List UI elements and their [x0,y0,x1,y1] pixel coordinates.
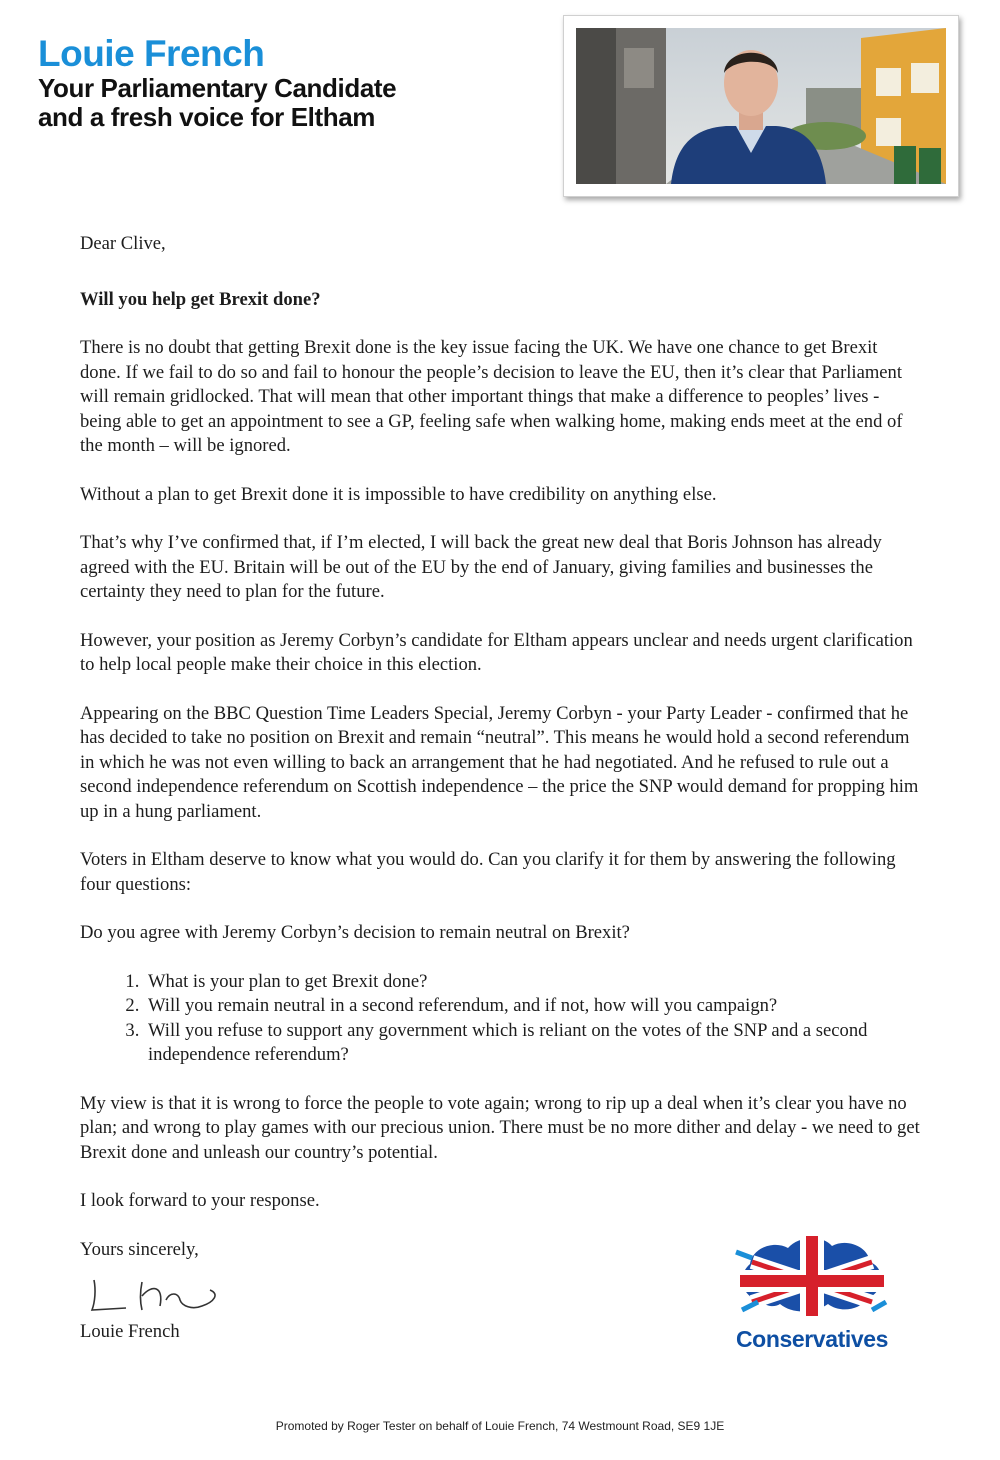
paragraph: Do you agree with Jeremy Corbyn’s decision to remain neutral on Brexit? [80,922,630,943]
letterhead [38,34,396,132]
list-item: 2. Will you remain neutral in a second referendum, and if not, how will you campaign? [144,994,920,1019]
paragraph: I look forward to your response. [80,1190,320,1211]
handwritten-signature-icon [82,1276,222,1321]
logo-text: Conservatives [735,1326,889,1352]
paragraph: Appearing on the BBC Question Time Leaders Special, Jeremy Corbyn - your Party Leader - confirmed that he has decided to take no position on Brexit and remain “neutral”. This means he would hold a second referendum in which he was not even willing to back an arrangement that he had negotiated. And he refused to rule out a second independence referendum on Scottish independence – the price the SNP would demand for propping him up in a hung parliament. [80,702,919,822]
sign-off: Yours sincerely, [80,1238,199,1260]
candidate-name: Louie French [38,33,265,74]
conservatives-logo [722,1232,902,1352]
list-item: 1. What is your plan to get Brexit done? [144,970,920,995]
tagline-line-2: and a fresh voice for Eltham [38,102,376,132]
signer-name: Louie French [80,1321,180,1342]
questions-list [80,970,920,1068]
candidate-portrait-photo-icon [576,28,946,184]
union-flag-tree-logo-icon [722,1232,902,1322]
list-item: 3. Will you refuse to support any government which is reliant on the votes of the SNP and a second independence referendum? [144,1019,920,1068]
salutation: Dear Clive, [80,233,166,254]
paragraph: Without a plan to get Brexit done it is impossible to have credibility on anything else. [80,483,717,505]
candidate-photo [563,15,959,197]
tagline-line-1: Your Parliamentary Candidate [38,73,397,103]
paragraph: That’s why I’ve confirmed that, if I’m elected, I will back the great new deal that Boris Johnson has already agreed with the EU. Britain will be out of the EU by the end of January, giving families and businesses the certainty they need to plan for the future. [80,532,882,602]
paragraph: My view is that it is wrong to force the people to vote again; wrong to rip up a deal when it’s clear you have no plan; and wrong to play games with our precious union. There must be no more dither and delay - we need to get Brexit done and unleash our country’s potential. [80,1092,920,1163]
letter-body [80,230,920,1262]
paragraph: Voters in Eltham deserve to know what you would do. Can you clarify it for them by answering the following four questions: [80,849,896,895]
imprint-footer: Promoted by Roger Tester on behalf of Louie French, 74 Westmount Road, SE9 1JE [275,1419,725,1433]
letter-heading: Will you help get Brexit done? [80,288,321,310]
paragraph: There is no doubt that getting Brexit done is the key issue facing the UK. We have one chance to get Brexit done. If we fail to do so and fail to honour the people’s decision to leave the EU, then it’s clear that Parliament will remain gridlocked. That will mean that other important things that make a difference to peoples’ lives - being able to get an appointment to see a GP, feeling safe when walking home, making ends meet at the end of the month – will be ignored. [80,337,903,456]
paragraph: However, your position as Jeremy Corbyn’s candidate for Eltham appears unclear and needs urgent clarification to help local people make their choice in this election. [80,629,913,675]
